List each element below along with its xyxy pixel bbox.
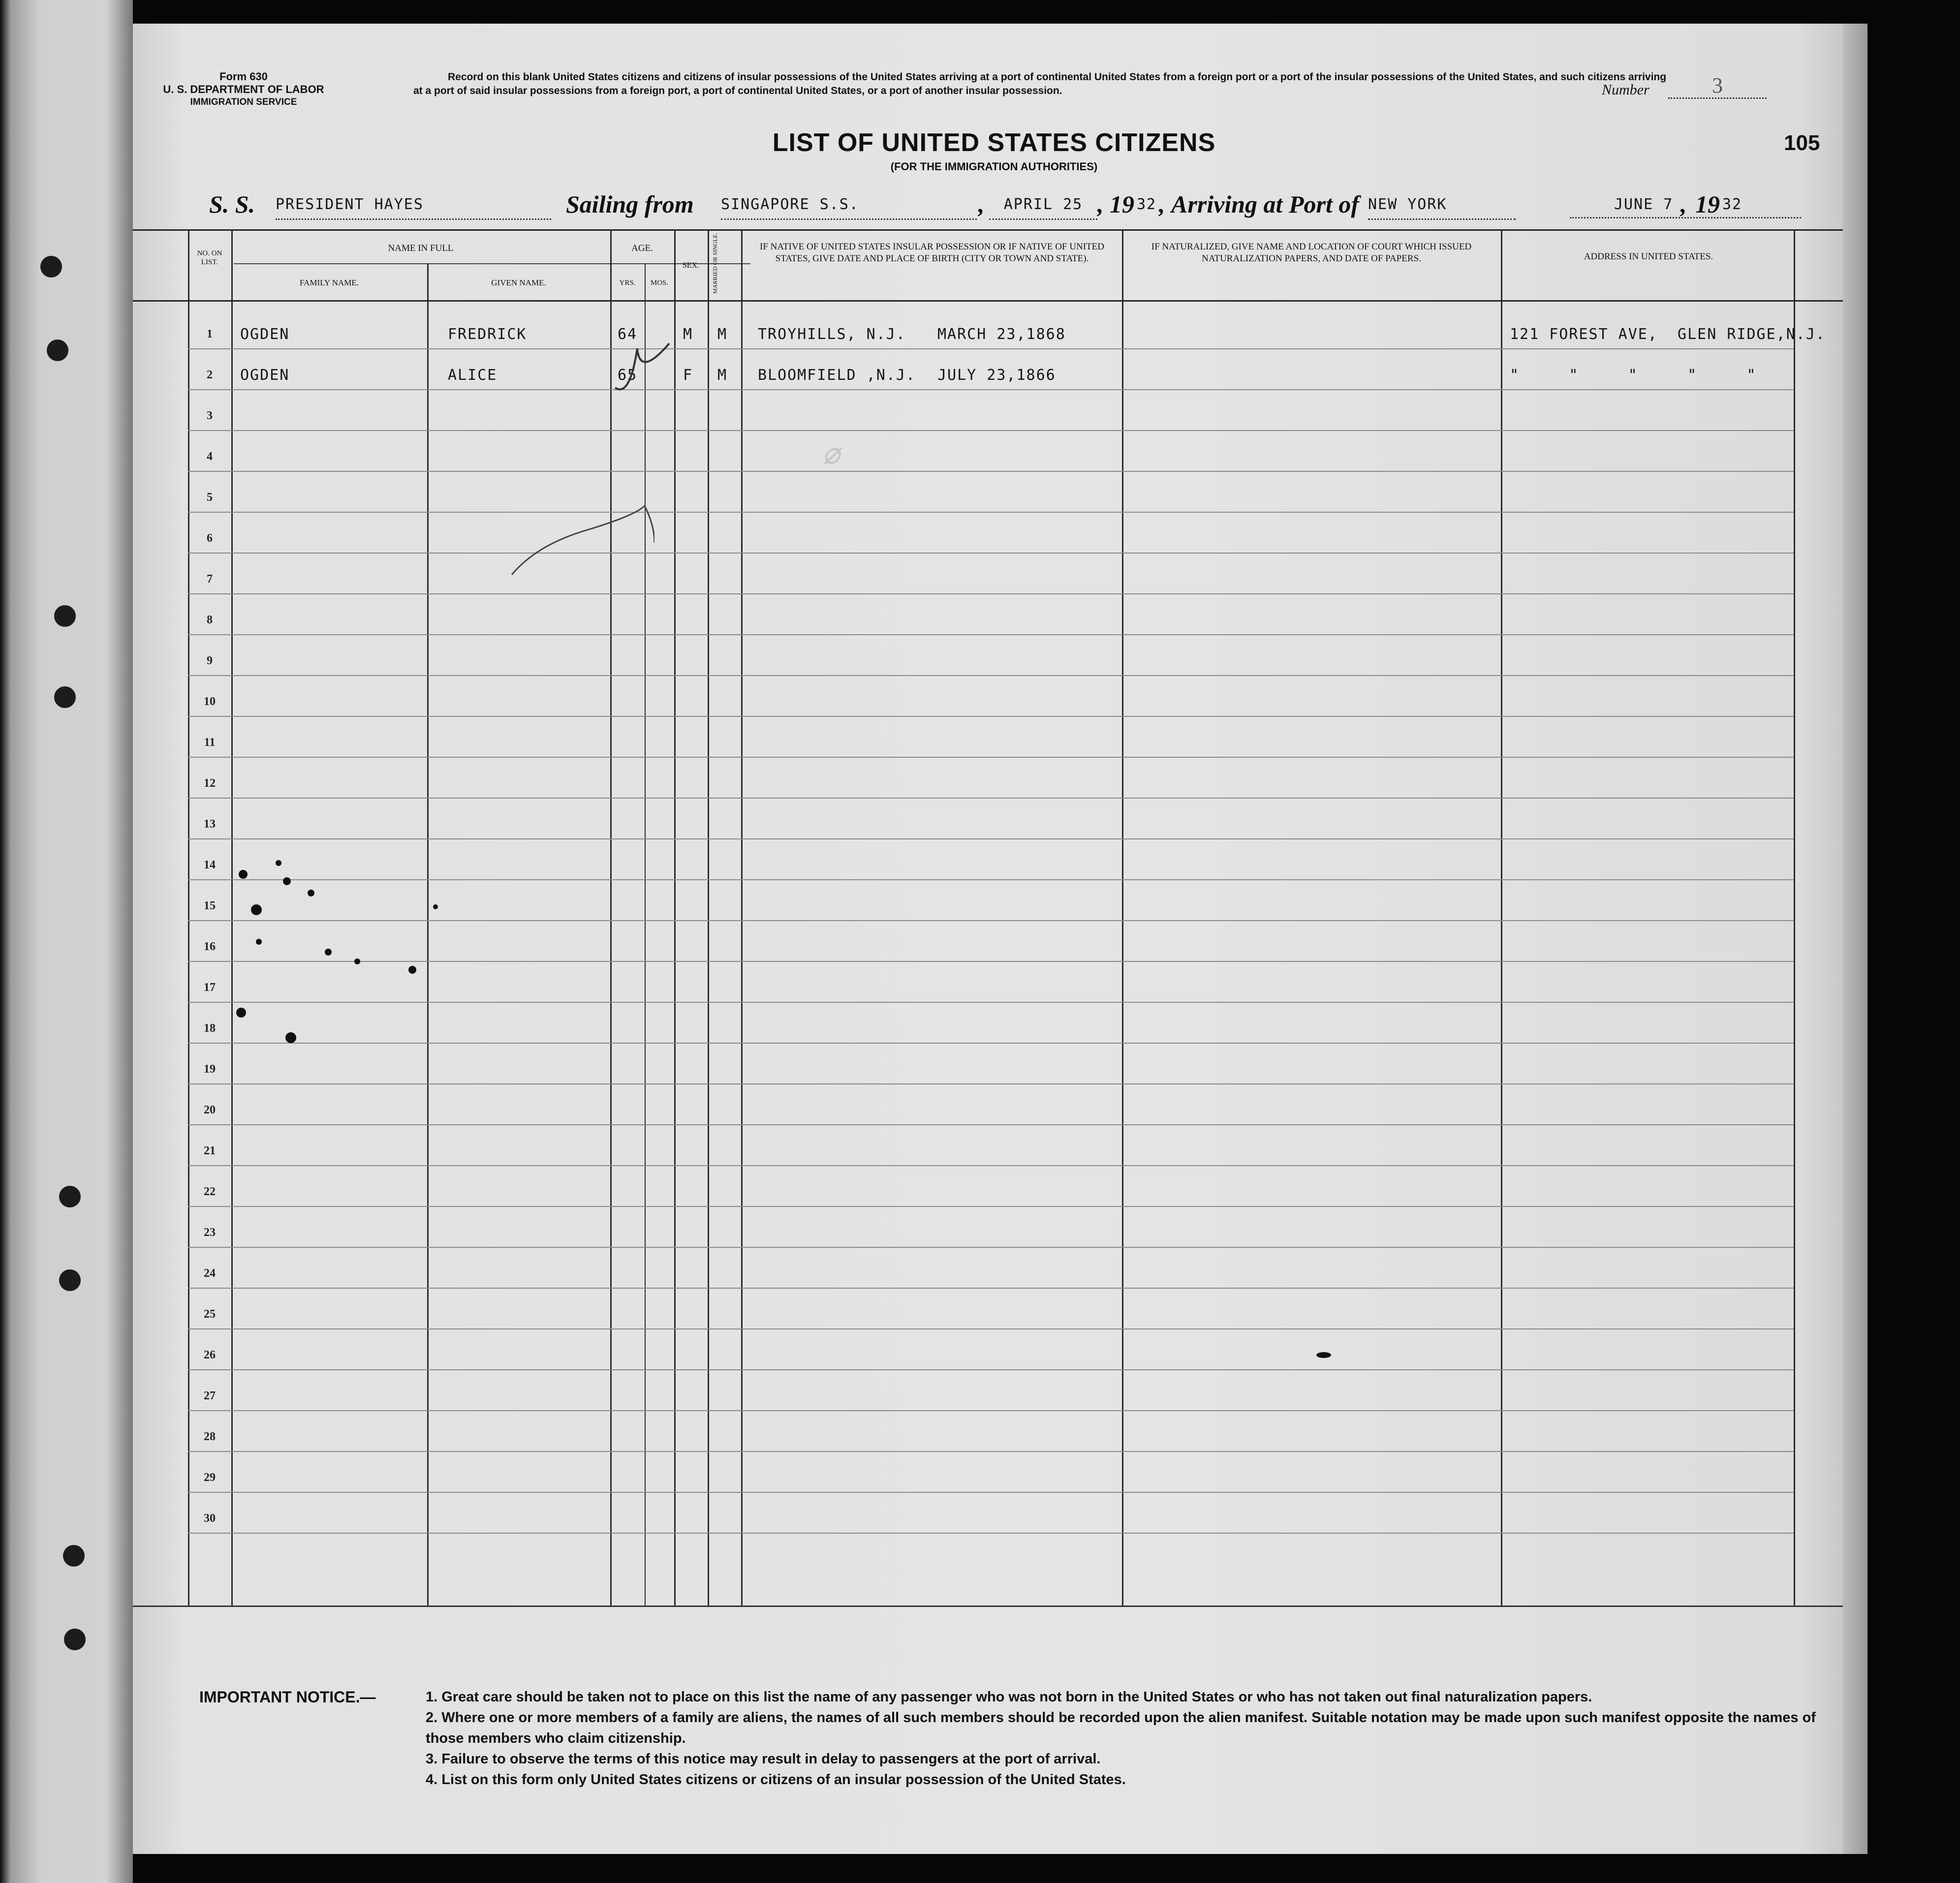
notice-item-3: 3. Failure to observe the terms of this notice may result in delay to passengers at the port of arrival.	[426, 1751, 1101, 1767]
binding-hole	[47, 340, 68, 361]
page-number: 105	[1784, 131, 1820, 155]
notice-item-4: 4. List on this form only United States citizens or citizens of an insular possession of the United States.	[426, 1772, 1126, 1788]
col-yrs: YRS.	[619, 279, 636, 287]
col-naturalized: IF NATURALIZED, GIVE NAME AND LOCATION OF COURT WHICH ISSUED NATURALIZATION PAPERS, AND DATE OF PAPERS.	[1151, 242, 1472, 264]
row-rule	[188, 1328, 1794, 1329]
pen-stroke	[507, 496, 654, 580]
ship-name: PRESIDENT HAYES	[276, 196, 551, 220]
sailing-year: 32	[1137, 196, 1157, 213]
address-cell: 121 FOREST AVE, GLEN RIDGE,N.J.	[1510, 326, 1826, 343]
sailing-year-prefix: 19	[1110, 190, 1134, 218]
row-number: 30	[204, 1512, 216, 1525]
row-number: 8	[207, 614, 213, 626]
ss-label: S. S.	[209, 190, 255, 218]
row-number: 16	[204, 940, 216, 953]
birth-date-cell: JULY 23,1866	[937, 367, 1056, 384]
row-number: 14	[204, 859, 216, 871]
sailing-port: SINGAPORE S.S.	[721, 196, 977, 220]
birth-date-cell: MARCH 23,1868	[937, 326, 1066, 343]
row-number: 1	[207, 328, 213, 340]
row-rule	[188, 961, 1794, 962]
row-rule	[188, 1451, 1794, 1452]
row-number: 18	[204, 1022, 216, 1035]
col-no: NO. ON LIST.	[197, 249, 222, 266]
row-number: 27	[204, 1389, 216, 1402]
row-rule	[188, 675, 1794, 676]
row-rule	[188, 838, 1794, 839]
row-rule	[188, 879, 1794, 880]
col-sex: SEX.	[682, 261, 700, 270]
row-rule	[188, 1492, 1794, 1493]
service: IMMIGRATION SERVICE	[190, 97, 297, 107]
binding-hole	[59, 1269, 81, 1291]
row-rule	[188, 1288, 1794, 1289]
row-number: 23	[204, 1226, 216, 1239]
marital-status-cell: M	[717, 367, 728, 384]
col-name-in-full: NAME IN FULL	[388, 243, 454, 253]
form-number: Form 630	[219, 70, 268, 83]
row-number: 29	[204, 1471, 216, 1484]
family-name-cell: OGDEN	[240, 326, 290, 343]
age-years-cell: 65	[618, 367, 638, 384]
given-name-cell: FREDRICK	[448, 326, 527, 343]
binding-hole	[54, 605, 76, 627]
col-family-name: FAMILY NAME.	[299, 278, 359, 287]
number-label: Number	[1602, 82, 1649, 98]
binding-hole	[63, 1545, 85, 1567]
row-number: 7	[207, 573, 213, 586]
notice-item-2: 2. Where one or more members of a family are aliens, the names of all such members should be recorded upon the alien manifest. Suitable notation may be made upon such manifest opposite the names of those members who claim citizenship.	[426, 1710, 1816, 1746]
family-name-cell: OGDEN	[240, 367, 290, 384]
age-years-cell: 64	[618, 326, 638, 343]
row-rule	[188, 593, 1794, 594]
row-number: 9	[207, 654, 213, 667]
row-rule	[188, 471, 1794, 472]
department: U. S. DEPARTMENT OF LABOR	[163, 83, 324, 95]
row-rule	[188, 1002, 1794, 1003]
row-number: 20	[204, 1104, 216, 1116]
col-mos: MOS.	[650, 279, 669, 287]
arrival-date: JUNE 7	[1570, 196, 1801, 218]
row-rule	[188, 1247, 1794, 1248]
row-number: 13	[204, 818, 216, 831]
row-number: 21	[204, 1144, 216, 1157]
page-title: LIST OF UNITED STATES CITIZENS	[772, 128, 1216, 157]
row-rule	[188, 1083, 1794, 1084]
row-number: 15	[204, 899, 216, 912]
row-number: 25	[204, 1308, 216, 1321]
row-rule	[188, 1533, 1794, 1534]
important-notice	[199, 1687, 1848, 1790]
given-name-cell: ALICE	[448, 367, 498, 384]
col-given-name: GIVEN NAME.	[491, 278, 546, 287]
handwritten-check-mark	[610, 339, 674, 417]
row-rule	[188, 716, 1794, 717]
col-native: IF NATIVE OF UNITED STATES INSULAR POSSESSION OR IF NATIVE OF UNITED STATES, GIVE DATE AND PLACE OF BIRTH (CITY OR TOWN AND STATE).	[760, 242, 1104, 264]
row-rule	[188, 920, 1794, 921]
form-instructions: Record on this blank United States citizens and citizens of insular possessions of the United States arriving at a port of continental United States from a foreign port or a port of the insular possessions of the United States, and such citizens arriving at a port of said insular possessions from a foreign port, a port of continental United States, or a port of another insular possession.	[413, 71, 1667, 96]
page-edge	[1843, 24, 1867, 1854]
binding-edge	[0, 0, 133, 1883]
row-rule	[188, 798, 1794, 799]
sailing-label: Sailing from	[566, 190, 694, 218]
manifest-sheet: Form 630 U. S. DEPARTMENT OF LABOR IMMIGRATION SERVICE Record on this blank United States citizens and citizens of insular possessions of the United States arriving at a port of continental United States from a foreign port or a port of the insular possessions of the United States, and such citizens arriving at a port of said insular possessions from a foreign port, a port of continental United States, or a port of another insular possession. Number 3 105 LIST OF UNITED STATES CITIZENS (FOR THE IMMIGRATION AUTHORITIES) S. S. PRESIDENT HAYES Sailing from SINGAPORE S.S. , APRIL 25 , 19 32 , Arriving at Port of NEW YORK JUNE 7 , 19 32 NO. ON LIST. NAME IN FULL FAMILY NAME. GIVEN NAME. AGE. YRS. MOS. SEX. MARRIED OR SINGLE. IF NATIVE OF UNITED STATES INSULAR POSSESSION OR IF NATIVE OF UNITED STATES, GIVE DATE AND PLACE OF BIRTH (CITY OR TOWN AND STATE). IF NATURALIZED, GIVE NAME AND LOCATION OF COURT WHICH ISSUED NATURALIZATION PAPERS, AND DATE OF PAPERS. ADDRESS IN UNITED STATES. 1 2 3 4 5 6 7 8 9 10 11 12 13 14 15 16 17 18 19 20 21 22 23 24 25 26 27 28 29 30 OGDEN FREDRICK 64 M M TROYHILLS, N.J. MARCH 23,1868 121 FOREST AVE, GLEN RIDGE,N.J. OGDEN ALICE 65 F M BLOOMFIELD ,N.J. JULY 23,1866 " " " " " ⌀ IMPORTANT NOTICE.— 1. Great care should be taken not to place on this list the name of any passenger who was not born in the United States or who has not taken out final naturalization papers. 2. Where one or more members of a family are aliens, the names of all such members should be recorded upon the alien manifest. Suitable notation may be made upon such manifest opposite the names of those members who claim citizenship. 3. Failure to observe the terms of this notice may result in delay to passengers at the port of arrival. 4. List on this form only United States citizens or citizens of an insular possession of the United States.	[133, 24, 1867, 1854]
row-rule	[188, 757, 1794, 758]
notice-item-1: 1. Great care should be taken not to place on this list the name of any passenger who was not born in the United States or who has not taken out final naturalization papers.	[426, 1689, 1592, 1705]
birth-place-cell: BLOOMFIELD ,N.J.	[758, 367, 916, 384]
address-cell: " " " " "	[1510, 367, 1757, 384]
form-header	[162, 70, 325, 109]
page-subtitle: (FOR THE IMMIGRATION AUTHORITIES)	[890, 160, 1098, 173]
binding-hole	[40, 256, 62, 278]
row-rule	[188, 634, 1794, 635]
row-rule	[188, 1043, 1794, 1044]
row-number: 22	[204, 1185, 216, 1198]
rule	[188, 230, 189, 1605]
row-rule	[188, 389, 1794, 390]
row-number: 28	[204, 1430, 216, 1443]
sex-cell: F	[683, 367, 693, 384]
row-number: 6	[207, 532, 213, 545]
row-rule	[188, 1369, 1794, 1370]
birth-place-cell: TROYHILLS, N.J.	[758, 326, 906, 343]
row-rule	[188, 512, 1794, 513]
row-number: 4	[207, 450, 213, 463]
row-number: 11	[204, 736, 216, 749]
arriving-label: Arriving at Port of	[1171, 190, 1359, 218]
binding-hole	[54, 686, 76, 708]
row-rule	[188, 1124, 1794, 1125]
row-rule	[188, 1165, 1794, 1166]
row-number: 2	[207, 369, 213, 381]
row-number: 5	[207, 491, 213, 504]
arrival-year: 32	[1722, 196, 1742, 213]
row-number: 26	[204, 1349, 216, 1361]
faint-handwritten-annotation: ⌀	[821, 436, 841, 471]
row-number: 12	[204, 777, 216, 790]
row-number: 3	[207, 409, 213, 422]
binding-hole	[64, 1629, 86, 1650]
col-address: ADDRESS IN UNITED STATES.	[1584, 251, 1713, 262]
row-number: 17	[204, 981, 216, 994]
row-number: 24	[204, 1267, 216, 1280]
row-rule	[188, 348, 1794, 349]
row-rule	[188, 553, 1794, 554]
arrival-port: NEW YORK	[1368, 196, 1516, 220]
col-age: AGE.	[631, 243, 653, 253]
sailing-date: APRIL 25	[989, 196, 1097, 220]
row-rule	[188, 1206, 1794, 1207]
notice-heading: IMPORTANT NOTICE.—	[199, 1688, 376, 1706]
row-number: 19	[204, 1063, 216, 1076]
binding-hole	[59, 1186, 81, 1207]
arrival-year-prefix: 19	[1695, 190, 1720, 218]
number-value: 3	[1668, 73, 1767, 99]
sex-cell: M	[683, 326, 693, 343]
marital-status-cell: M	[717, 326, 728, 343]
row-number: 10	[204, 695, 216, 708]
row-rule	[188, 1410, 1794, 1411]
col-married: MARRIED OR SINGLE.	[712, 233, 718, 294]
